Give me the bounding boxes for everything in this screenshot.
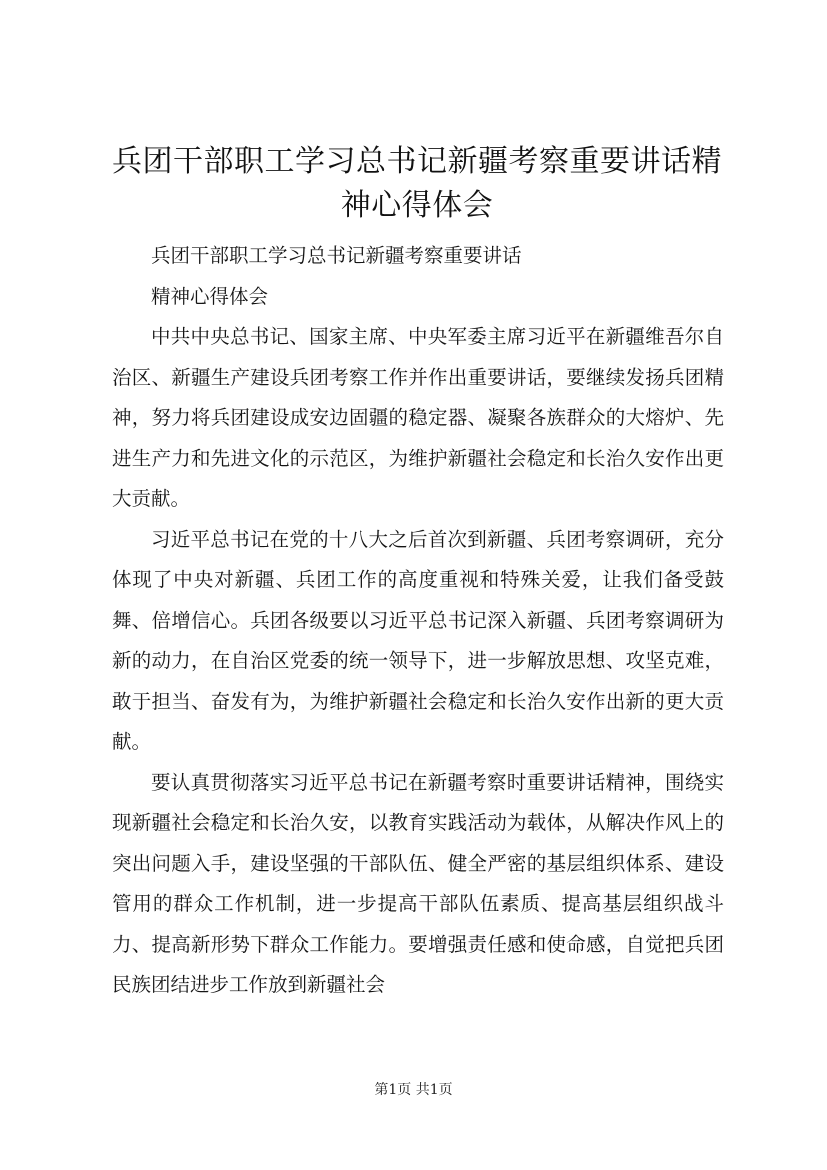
document-title: 兵团干部职工学习总书记新疆考察重要讲话精神心得体会 bbox=[112, 144, 722, 223]
body-paragraph-3: 要认真贯彻落实习近平总书记在新疆考察时重要讲话精神，围绕实现新疆社会稳定和长治久安，以教育实践活动为载体，从解决作风上的突出问题入手，建设坚强的干部队伍、健全严密的基层组织体系、建设管用的群众工作机制，进一步提高干部队伍素质、提高基层组织战斗力、提高新形势下群众工作能力。要增强责任感和使命感，自觉把兵团民族团结进步工作放到新疆社会 bbox=[112, 770, 724, 996]
document-body bbox=[112, 236, 724, 1006]
subtitle-line-1: 兵团干部职工学习总书记新疆考察重要讲话 bbox=[151, 244, 522, 267]
body-paragraph-1: 中共中央总书记、国家主席、中央军委主席习近平在新疆维吾尔自治区、新疆生产建设兵团考察工作并作出重要讲话，要继续发扬兵团精神，努力将兵团建设成安边固疆的稳定器、凝聚各族群众的大熔炉、先进生产力和先进文化的示范区，为维护新疆社会稳定和长治久安作出更大贡献。 bbox=[112, 325, 724, 510]
page-footer: 第1页 共1页 bbox=[374, 1082, 453, 1098]
body-paragraph-2: 习近平总书记在党的十八大之后首次到新疆、兵团考察调研，充分体现了中央对新疆、兵团工作的高度重视和特殊关爱，让我们备受鼓舞、倍增信心。兵团各级要以习近平总书记深入新疆、兵团考察调研为新的动力，在自治区党委的统一领导下，进一步解放思想、攻坚克难，敢于担当、奋发有为，为维护新疆社会稳定和长治久安作出新的更大贡献。 bbox=[112, 527, 724, 753]
subtitle-line-2: 精神心得体会 bbox=[151, 284, 269, 308]
